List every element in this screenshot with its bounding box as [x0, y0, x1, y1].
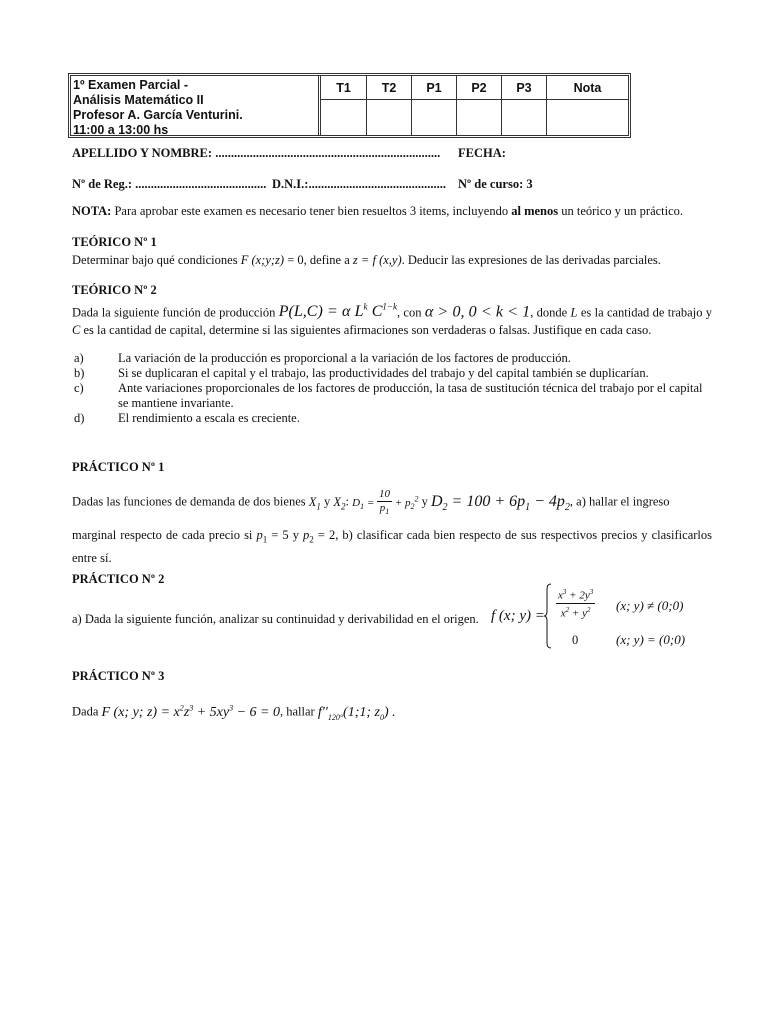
teorico-2-statement	[72, 298, 712, 339]
practico-3-text-2: , hallar	[279, 704, 315, 719]
teorico-2-text-1: Dada la siguiente función de producción	[72, 305, 276, 320]
num-y-exp: 3	[589, 588, 594, 596]
price-2-value: = 2, b) clasificar cada bien respecto de sus respectivos precios y clasificarlos entre sí.	[72, 528, 712, 565]
dni-field-row	[272, 177, 446, 192]
z-symbol: z	[183, 704, 190, 720]
name-label: APELLIDO Y NOMBRE:	[72, 146, 213, 160]
demand-1	[352, 488, 419, 517]
num-y: + 2y	[566, 589, 590, 602]
num-x-exp: 3	[562, 588, 567, 596]
exam-time: 11:00 a 13:00 hs	[73, 123, 169, 137]
teorico-2-text-3: , donde	[530, 305, 568, 320]
score-cell-p3[interactable]	[502, 100, 547, 135]
implicit-equation	[102, 705, 280, 720]
piecewise-condition-1: (x; y) ≠ (0;0)	[616, 598, 684, 613]
fraction-numerator: 10	[379, 488, 391, 500]
teorico-1-text-1: Determinar bajo qué condiciones	[72, 253, 238, 267]
teorico-2-text-2: , con	[396, 305, 422, 320]
exam-title-line: 1º Examen Parcial -	[73, 78, 189, 92]
teorico-1-implicit: z = f (x,y)	[352, 253, 402, 267]
nota-text-1: Para aprobar este examen es necesario tener bien resueltos 3 items, incluyendo	[114, 204, 509, 218]
practico-3-heading: PRÁCTICO Nº 3	[72, 669, 165, 683]
d2-symbol: D	[430, 492, 443, 510]
den-x: x	[560, 607, 566, 620]
teorico-1-statement	[72, 253, 661, 268]
price-1: p	[256, 528, 263, 542]
good-1-subscript: 1	[316, 501, 321, 512]
den-y: + y	[569, 607, 587, 620]
column-header-p1: P1	[412, 76, 457, 100]
second-derivative-symbol: f′′	[317, 704, 328, 720]
labor-symbol: L	[570, 305, 578, 320]
list-item	[72, 366, 712, 381]
plus-p: + p	[392, 496, 411, 509]
dni-label: D.N.I.:	[272, 177, 309, 191]
teorico-2-heading: TEÓRICO Nº 2	[72, 283, 157, 297]
production-function	[279, 303, 397, 320]
list-item	[72, 381, 712, 411]
price-1-value: = 5 y	[267, 528, 304, 542]
column-header-t1: T1	[321, 76, 367, 100]
price-symbol-2: p	[556, 492, 565, 510]
course-name: Análisis Matemático II	[73, 93, 204, 107]
equation-middle: + 5xy	[193, 704, 230, 720]
piecewise-zero-value: 0	[572, 633, 579, 647]
reg-dots[interactable]: ..........................................	[135, 177, 267, 191]
practico-1-line-1	[72, 488, 670, 518]
name-field-row	[72, 146, 440, 161]
reg-label: Nº de Reg.:	[72, 177, 133, 191]
equals: =	[364, 496, 378, 509]
price-2-sub: 2	[309, 534, 314, 545]
z-exponent: 3	[189, 703, 194, 712]
item-label: d)	[74, 411, 85, 425]
minus-4: − 4	[530, 492, 557, 510]
item-label: b)	[74, 366, 85, 380]
column-header-p3: P3	[502, 76, 547, 100]
good-1-symbol: X	[308, 494, 317, 509]
practico-1-text-2: , a) hallar el ingreso	[569, 494, 670, 509]
good-2-symbol: X	[333, 494, 342, 509]
item-text: Si se duplicaran el capital y el trabajo, las productividades del trabajo y del capital también se duplicarían.	[118, 366, 649, 380]
name-dots[interactable]: ........................................................................	[215, 146, 441, 160]
fraction	[556, 586, 595, 620]
piecewise-brace-icon	[544, 583, 552, 649]
nota-emphasis: al menos	[511, 204, 559, 218]
practico-3-statement	[72, 703, 396, 721]
fraction-numerator	[556, 586, 595, 604]
piecewise-fraction	[556, 586, 595, 620]
production-formula: P(L,C) = α L	[278, 303, 364, 321]
nota-line	[72, 204, 683, 219]
item-label: a)	[74, 351, 84, 365]
teorico-1-function: F (x;y;z)	[240, 253, 285, 267]
list-item	[72, 411, 712, 426]
professor-name: Profesor A. García Venturini.	[73, 108, 243, 122]
teorico-2-text-5: es la cantidad de capital, determine si las siguientes afirmaciones son verdaderas o falsas. Justifique en cada caso.	[83, 323, 652, 338]
practico-1-text-1: Dadas las funciones de demanda de dos bienes	[72, 494, 306, 509]
column-header-nota: Nota	[547, 76, 628, 100]
item-text: El rendimiento a escala es creciente.	[118, 411, 300, 425]
capital-symbol: C	[367, 303, 383, 321]
y-exponent: 3	[229, 703, 234, 712]
fraction	[377, 488, 392, 518]
reg-field-row	[72, 177, 266, 192]
practico-2-heading: PRÁCTICO Nº 2	[72, 572, 165, 586]
date-label: FECHA:	[458, 146, 506, 160]
evaluation-point: (1;1; z	[343, 704, 380, 720]
closing-paren: ) .	[383, 704, 396, 720]
directional-derivative	[318, 705, 396, 720]
conjunction-2: y	[421, 494, 428, 509]
item-text: Ante variaciones proporcionales de los factores de producción, la tasa de sustitución técnica del trabajo por el capital se mantiene invariante.	[118, 381, 703, 410]
capital-symbol-2: C	[72, 323, 81, 338]
exponent-k: k	[363, 302, 368, 312]
score-cell-t2[interactable]	[367, 100, 412, 135]
item-label: c)	[74, 381, 84, 395]
num-x: x	[558, 589, 563, 602]
price-2-subscript: 2	[564, 501, 570, 513]
course-value: 3	[526, 177, 533, 191]
exam-title-block	[71, 76, 321, 135]
d1-subscript: 1	[360, 501, 365, 511]
direction-angle: 120°	[327, 712, 344, 722]
equation-start: F (x; y; z) = x	[101, 704, 180, 720]
column-header-t2: T2	[367, 76, 412, 100]
item-text: La variación de la producción es proporcional a la variación de los factores de producción.	[118, 351, 571, 365]
score-cell-p2[interactable]	[457, 100, 502, 135]
p2-subscript: 2	[410, 501, 415, 511]
practico-3-text-1: Dada	[72, 704, 99, 719]
conjunction: y	[324, 494, 331, 509]
teorico-1-text-2: = 0, define a	[287, 253, 350, 267]
score-cell-t1[interactable]	[321, 100, 367, 135]
z0-subscript: 0	[379, 712, 384, 722]
piecewise-function-label: f (x; y) =	[491, 608, 545, 624]
practico-1-line-2	[72, 526, 712, 567]
teorico-1-text-3: . Deducir las expresiones de las derivadas parciales.	[401, 253, 661, 267]
score-cell-p1[interactable]	[412, 100, 457, 135]
den-y-exp: 2	[586, 605, 591, 614]
teorico-1-heading: TEÓRICO Nº 1	[72, 235, 157, 249]
d1-symbol: D	[352, 496, 361, 509]
colon: :	[345, 494, 349, 509]
course-field-row	[458, 177, 533, 192]
d2-subscript: 2	[442, 501, 448, 513]
good-2-subscript: 2	[341, 501, 346, 512]
demand-2	[430, 492, 570, 513]
course-label: Nº de curso:	[458, 177, 524, 191]
den-x-exp: 2	[565, 605, 570, 614]
list-item	[72, 351, 712, 366]
fraction-denominator	[556, 604, 595, 621]
equation-end: − 6 = 0	[233, 704, 280, 720]
parameter-conditions: α > 0, 0 < k < 1	[424, 303, 531, 321]
nota-label: NOTA:	[72, 204, 112, 218]
fraction-denominator: p	[379, 502, 386, 514]
price-1-sub: 1	[262, 534, 268, 545]
exam-header-table	[68, 73, 631, 138]
p2-exponent: 2	[414, 493, 419, 503]
price-1-subscript: 1	[525, 501, 531, 513]
price-symbol: p	[517, 492, 526, 510]
price-2: p	[303, 528, 310, 542]
dni-dots[interactable]: ............................................	[308, 177, 446, 191]
practico-2-text: a) Dada la siguiente función, analizar su continuidad y derivabilidad en el origen.	[72, 612, 479, 626]
practico-1-text-3: marginal respecto de cada precio si	[72, 528, 253, 542]
teorico-2-text-4: es la cantidad de trabajo y	[580, 305, 713, 320]
x-exponent: 2	[179, 703, 184, 712]
d2-expression: = 100 + 6	[447, 492, 518, 510]
piecewise-condition-2: (x; y) = (0;0)	[616, 632, 686, 647]
score-cell-nota[interactable]	[547, 100, 628, 135]
fraction-denominator-subscript: 1	[385, 507, 390, 517]
column-header-p2: P2	[457, 76, 502, 100]
practico-1-heading: PRÁCTICO Nº 1	[72, 460, 165, 474]
nota-text-2: un teórico y un práctico.	[561, 204, 684, 218]
exponent-1-minus-k: 1−k	[382, 302, 397, 312]
